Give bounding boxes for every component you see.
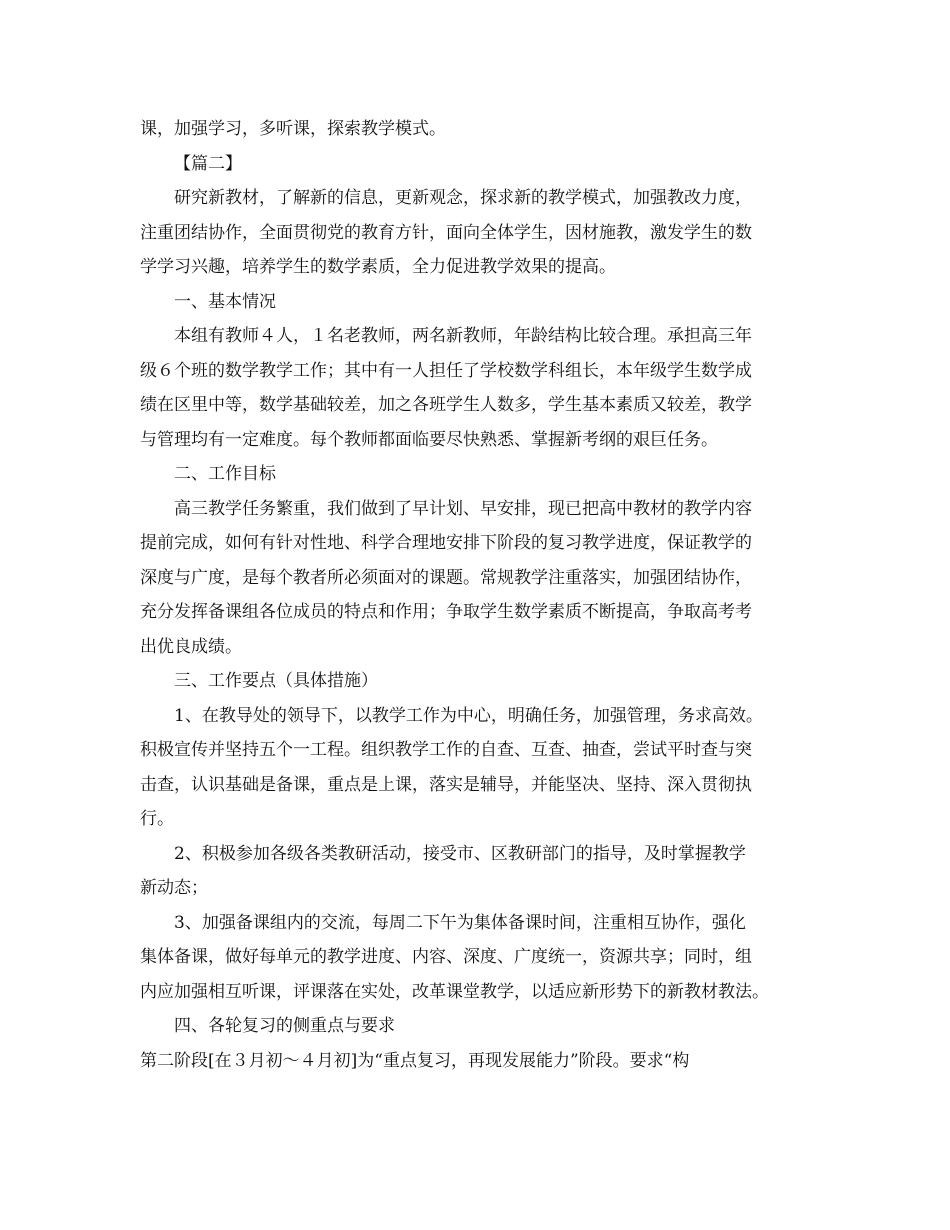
text-line: 课，加强学习，多听课，探索教学模式。 (140, 119, 446, 139)
section-heading: 【篇二】 (174, 153, 242, 174)
text-line: 集体备课，做好每单元的教学进度、内容、深度、广度统一，资源共享；同时，组 (140, 947, 752, 967)
text-line: 积极宣传并坚持五个一工程。组织教学工作的自查、互查、抽查，尝试平时查与突 (140, 740, 752, 760)
text-line: 出优良成绩。 (140, 636, 242, 657)
text-line: 绩在区里中等，数学基础较差，加之各班学生人数多，学生基本素质又较差，教学 (140, 395, 752, 415)
text-line: 学学习兴趣，培养学生的数学素质，全力促进教学效果的提高。 (140, 257, 616, 277)
text-line: 高三教学任务繁重，我们做到了早计划、早安排，现已把高中教材的教学内容 (174, 498, 752, 519)
text-line: 注重团结协作，全面贯彻党的教育方针，面向全体学生，因材施教，激发学生的数 (140, 222, 752, 243)
text-line: 本组有教师４人，１名老教师，两名新教师，年龄结构比较合理。承担高三年 (174, 326, 752, 346)
text-line: 深度与广度，是每个教者所必须面对的课题。常规教学注重落实，加强团结协作， (140, 567, 752, 588)
text-line: 击查，认识基础是备课，重点是上课，落实是辅导，并能坚决、坚持、深入贯彻执 (140, 774, 752, 795)
text-line: 提前完成，如何有针对性地、科学合理地安排下阶段的复习教学进度，保证教学的 (140, 533, 752, 553)
section-heading: 二、工作目标 (174, 464, 276, 484)
text-line: 研究新教材，了解新的信息，更新观念，探求新的教学模式，加强教改力度， (174, 188, 752, 208)
text-line: 级６个班的数学教学工作；其中有一人担任了学校数学科组长，本年级学生数学成 (140, 360, 752, 381)
text-line: 内应加强相互听课，评课落在实处，改革课堂教学，以适应新形势下的新教材教法。 (140, 981, 769, 1002)
section-heading: 三、工作要点（具体措施） (174, 671, 378, 691)
document-body (140, 112, 820, 1078)
text-line: 第二阶段[在３月初～４月初]为“重点复习，再现发展能力”阶段。要求“构 (140, 1050, 690, 1071)
text-line: 1、在教导处的领导下，以教学工作为中心，明确任务，加强管理，务求高效。 (174, 705, 763, 726)
text-line: 与管理均有一定难度。每个教师都面临要尽快熟悉、掌握新考纲的艰巨任务。 (140, 429, 718, 450)
text-line: 新动态； (140, 878, 208, 898)
text-line: 充分发挥备课组各位成员的特点和作用；争取学生数学素质不断提高，争取高考考 (140, 602, 752, 622)
section-heading: 四、各轮复习的侧重点与要求 (174, 1016, 395, 1036)
text-line: 行。 (140, 809, 174, 829)
text-line: 2、积极参加各级各类教研活动，接受市、区教研部门的指导，及时掌握教学 (174, 843, 746, 864)
text-line: 3、加强备课组内的交流，每周二下午为集体备课时间，注重相互协作，强化 (174, 912, 746, 933)
section-heading: 一、基本情况 (174, 291, 276, 312)
